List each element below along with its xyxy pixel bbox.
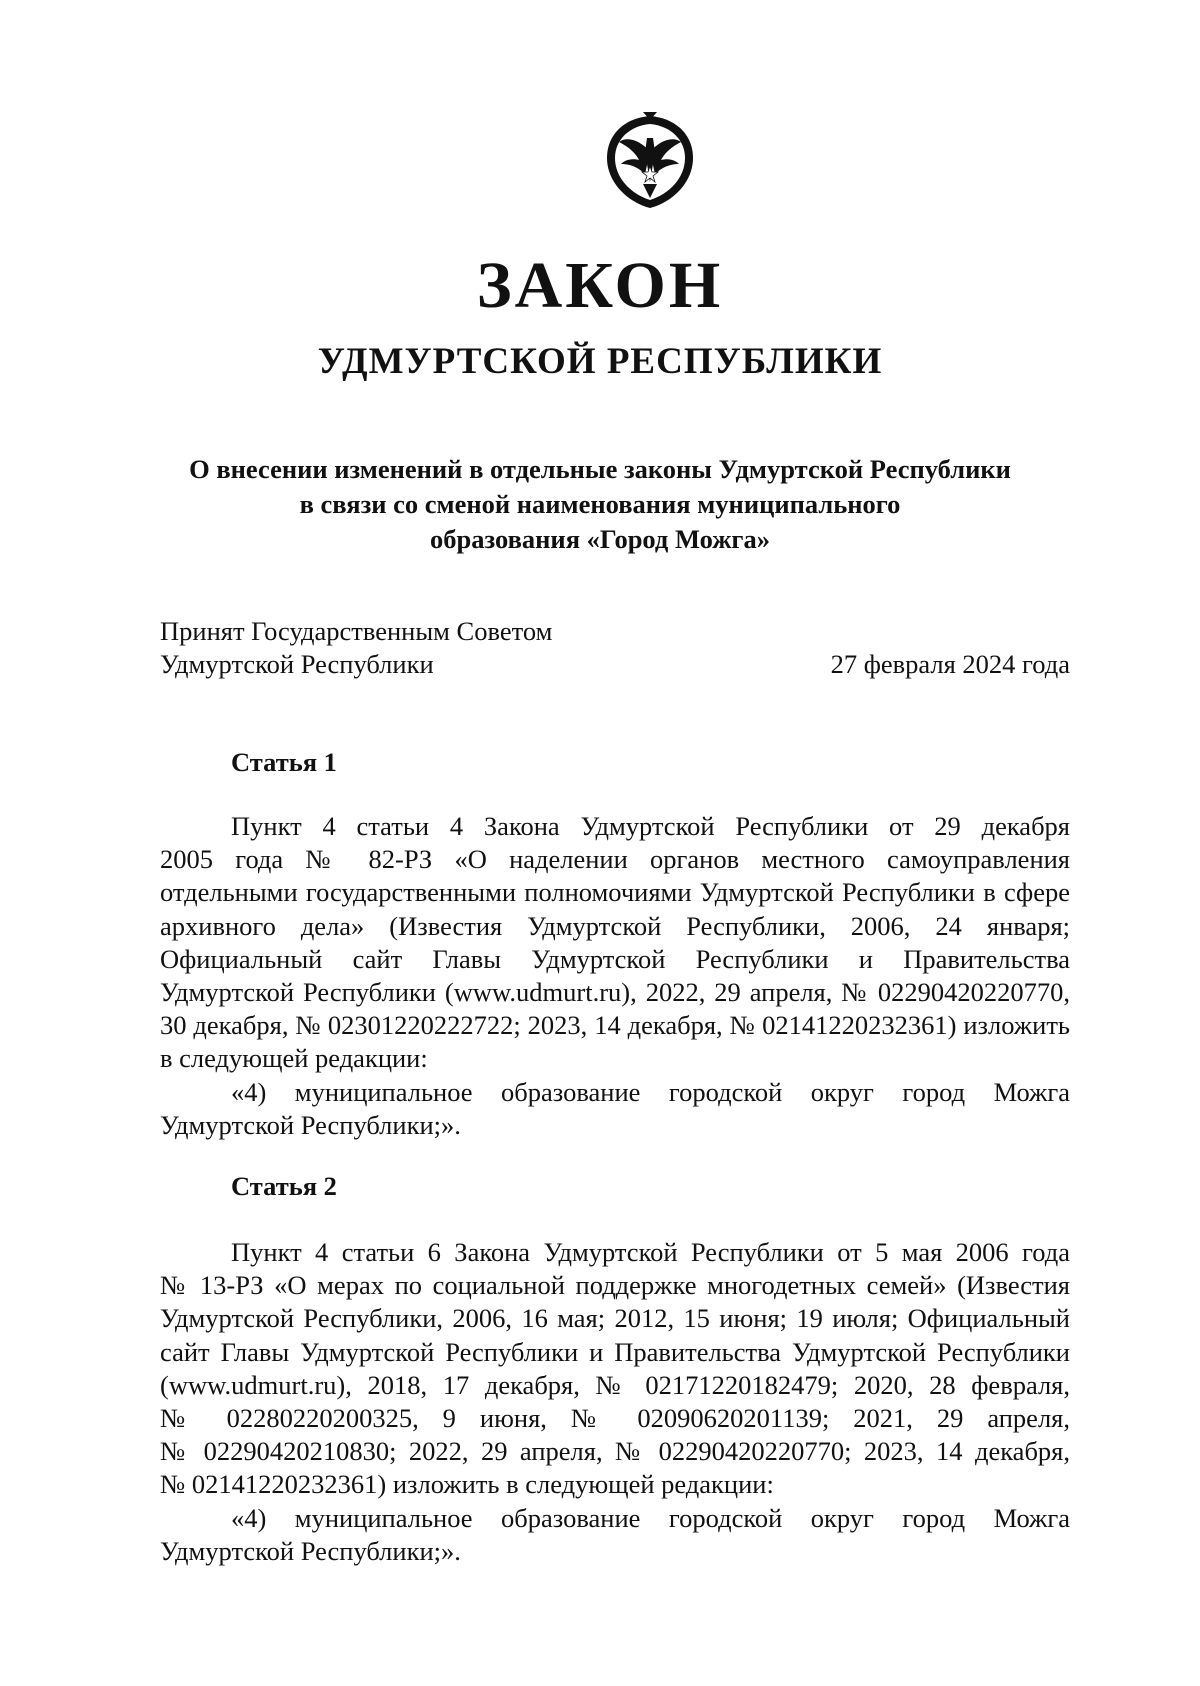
subject-line: в связи со сменой наименования муниципального: [299, 489, 901, 519]
paragraph-line: № 02141220232361) изложить в следующей редакции:: [160, 1469, 774, 1500]
paragraph-line: архивного дела» (Известия Удмуртской Республики, 2006, 24 января;: [160, 910, 1070, 941]
law-title: ЗАКОН: [476, 249, 724, 322]
subject-line: О внесении изменений в отдельные законы Удмуртской Республики: [189, 454, 1011, 484]
article-body: [160, 1236, 1070, 1568]
adoption-line: Удмуртской Республики: [160, 649, 434, 679]
paragraph-line: № 13-РЗ «О мерах по социальной поддержке многодетных семей» (Известия: [160, 1270, 1070, 1301]
adoption-line: Принят Государственным Советом: [160, 616, 553, 646]
paragraph-line: в следующей редакции:: [160, 1043, 428, 1074]
paragraph-line: 2005 года № 82-РЗ «О наделении органов местного самоуправления: [160, 844, 1070, 875]
paragraph-line: «4) муниципальное образование городской округ город Можга: [231, 1502, 1070, 1533]
paragraph-line: «4) муниципальное образование городской округ город Можга: [231, 1076, 1070, 1107]
paragraph-line: Пункт 4 статьи 4 Закона Удмуртской Республики от 29 декабря: [231, 811, 1070, 841]
law-subtitle: УДМУРТСКОЙ РЕСПУБЛИКИ: [317, 341, 883, 382]
paragraph-line: Пункт 4 статьи 6 Закона Удмуртской Республики от 5 мая 2006 года: [231, 1237, 1070, 1267]
paragraph-line: (www.udmurt.ru), 2018, 17 декабря, № 02171220182479; 2020, 28 февраля,: [160, 1369, 1070, 1400]
paragraph-line: № 02290420210830; 2022, 29 апреля, № 02290420220770; 2023, 14 декабря,: [160, 1436, 1070, 1467]
article-heading: Статья 1: [231, 747, 337, 777]
paragraph-line: сайт Главы Удмуртской Республики и Правительства Удмуртской Республики: [160, 1336, 1070, 1367]
article-heading: Статья 2: [231, 1171, 337, 1201]
subject-line: образования «Город Можга»: [430, 524, 770, 554]
adoption-date: 27 февраля 2024 года: [830, 649, 1070, 679]
law-subject: [160, 452, 1040, 557]
paragraph-line: отдельными государственными полномочиями Удмуртской Республики в сфере: [160, 877, 1070, 908]
paragraph-line: Официальный сайт Главы Удмуртской Республики и Правительства: [160, 943, 1070, 974]
paragraph-line: Удмуртской Республики, 2006, 16 мая; 2012, 15 июня; 19 июля; Официальный: [160, 1303, 1070, 1334]
paragraph-line: Удмуртской Республики;».: [160, 1109, 461, 1140]
adoption-info: [160, 615, 552, 681]
paragraph-line: 30 декабря, № 02301220222722; 2023, 14 декабря, № 02141220232361) изложить: [160, 1010, 1070, 1041]
udmurt-coat-of-arms-icon: [595, 112, 705, 212]
article-body: [160, 810, 1070, 1142]
paragraph-line: Удмуртской Республики (www.udmurt.ru), 2022, 29 апреля, № 02290420220770,: [160, 976, 1070, 1007]
paragraph-line: Удмуртской Республики;».: [160, 1535, 461, 1566]
paragraph-line: № 02280220200325, 9 июня, № 02090620201139; 2021, 29 апреля,: [160, 1402, 1070, 1433]
